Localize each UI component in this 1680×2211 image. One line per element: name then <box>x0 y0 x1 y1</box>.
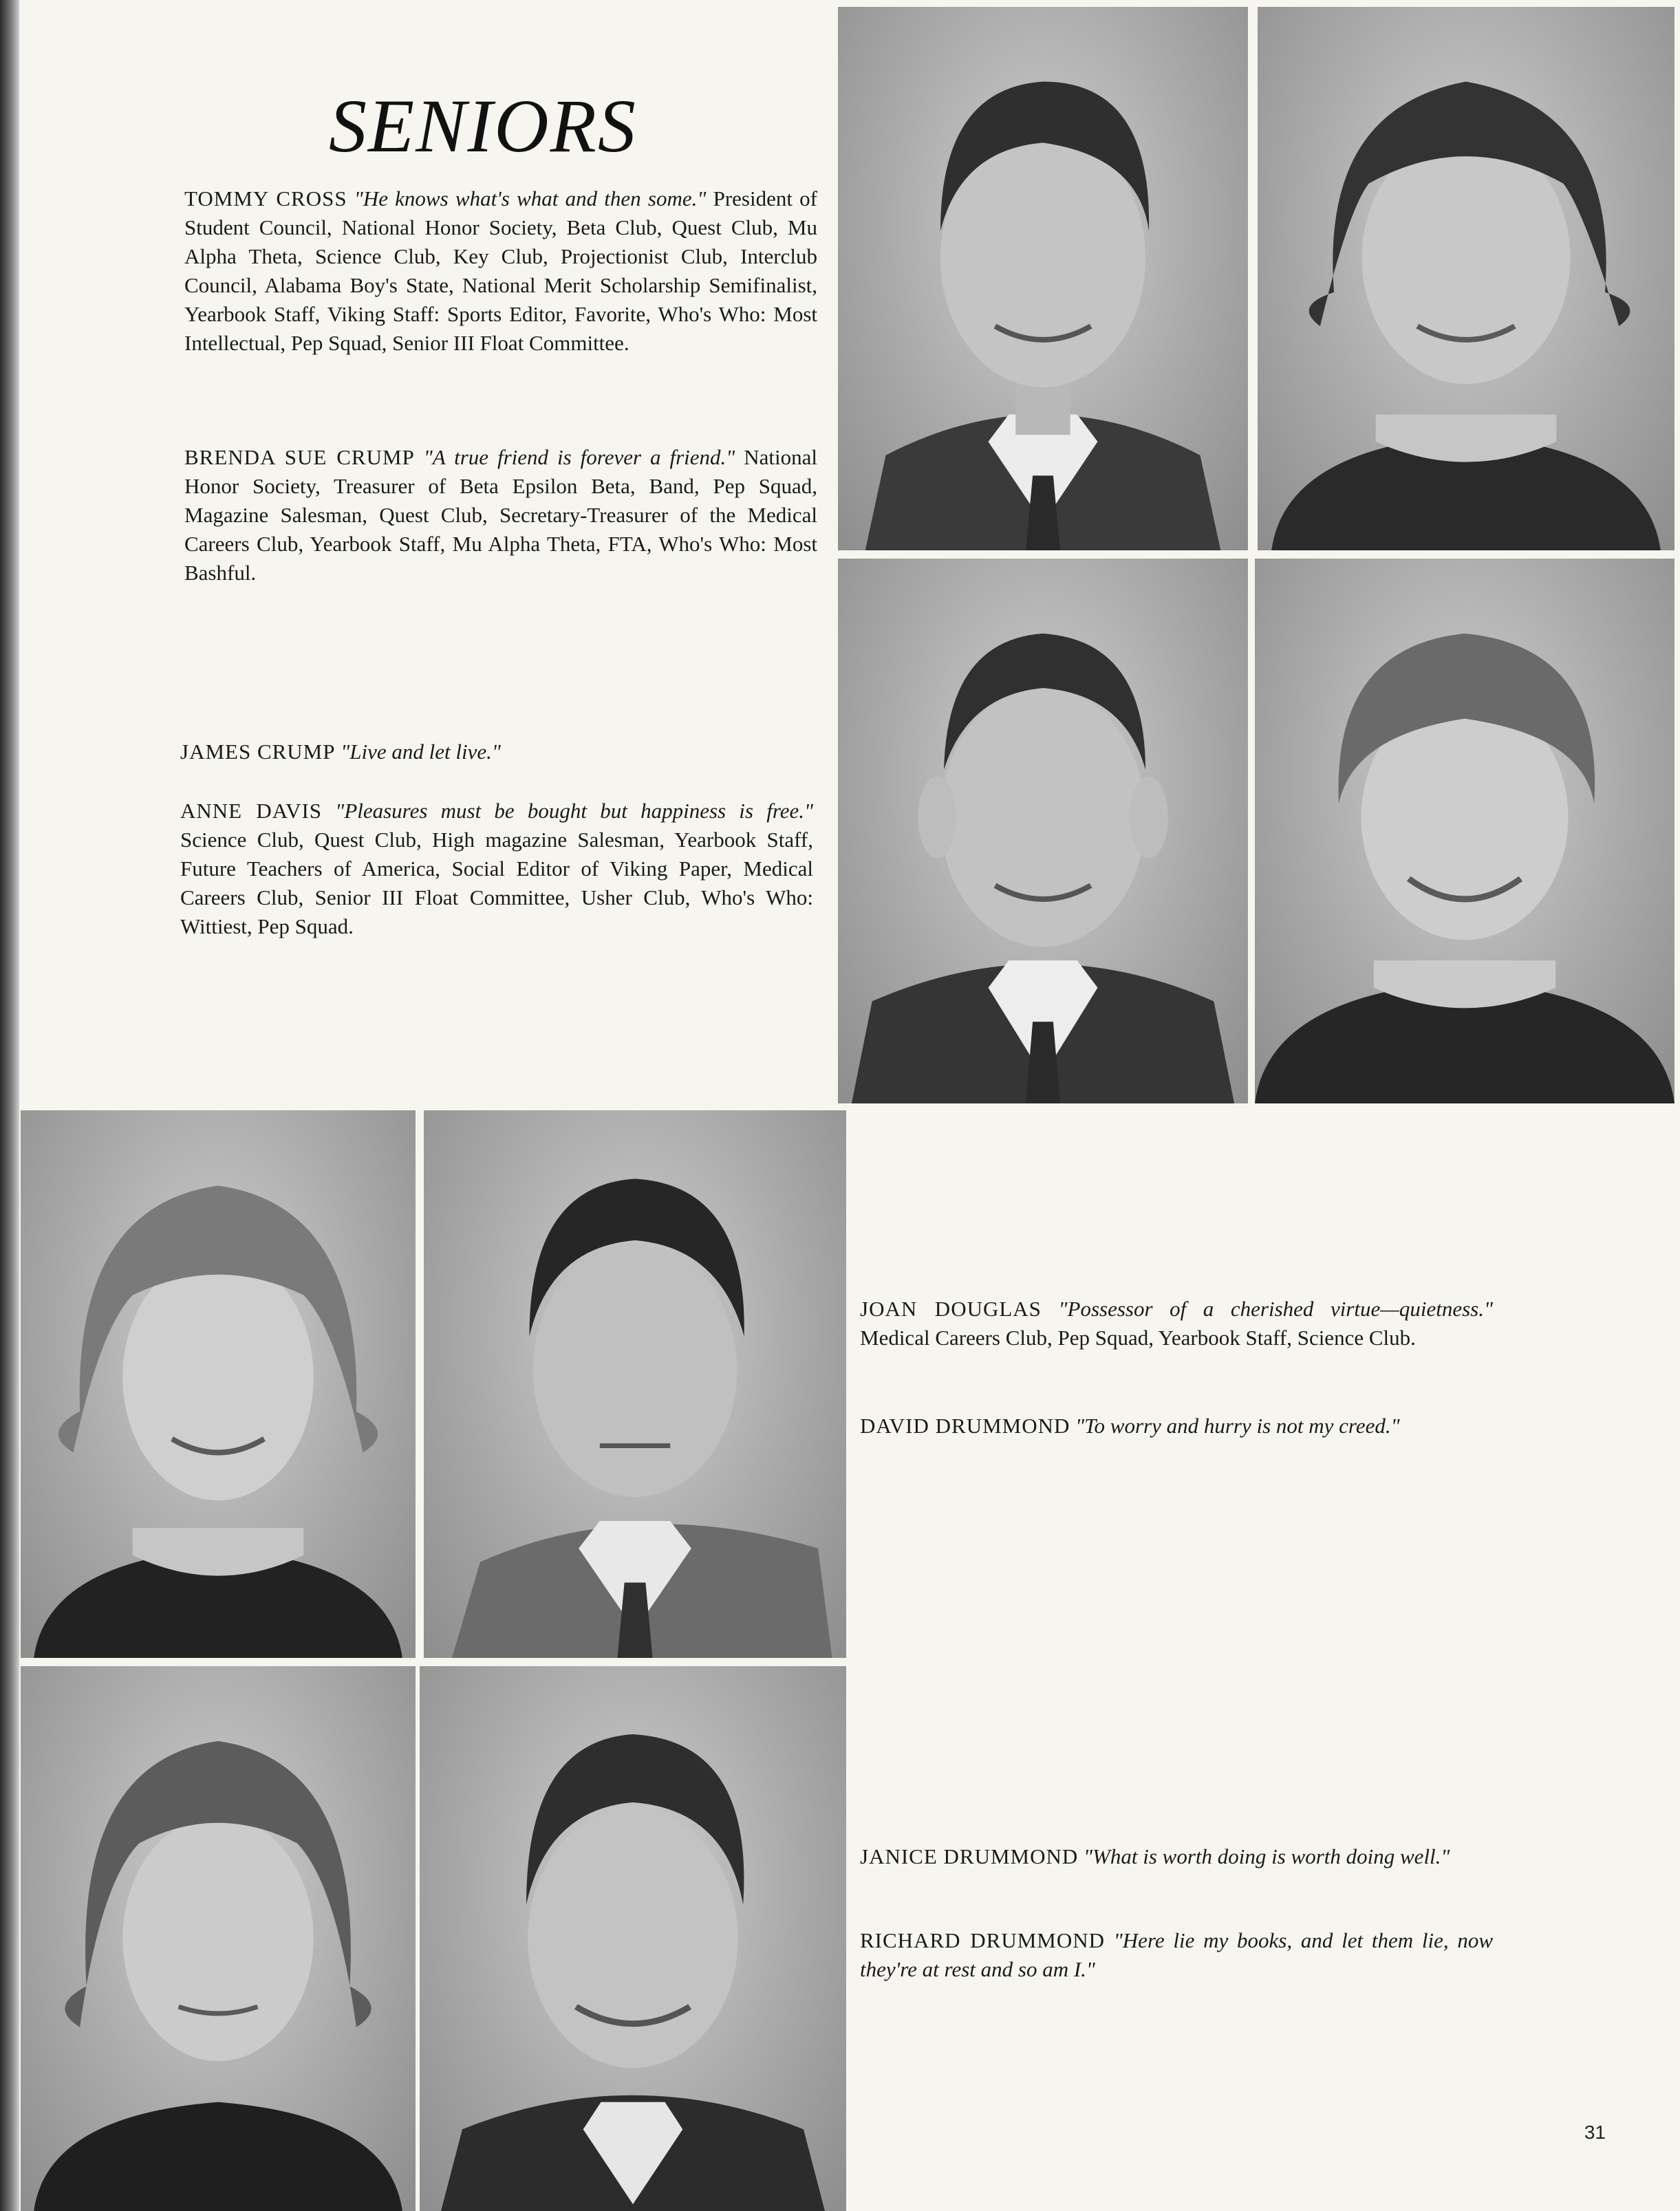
book-binding-edge <box>0 0 19 2211</box>
senior-name: BRENDA SUE CRUMP <box>184 445 415 469</box>
senior-bio-brenda-sue-crump <box>184 443 817 587</box>
portrait-photo-anne-davis <box>1255 559 1674 1103</box>
page-title: SENIORS <box>329 84 637 168</box>
senior-bio-tommy-cross <box>184 184 817 358</box>
senior-quote: "A true friend is forever a friend." <box>423 445 735 469</box>
portrait-photo-james-crump <box>838 559 1248 1103</box>
senior-name: DAVID DRUMMOND <box>860 1414 1070 1438</box>
portrait-photo-david-drummond <box>424 1110 846 1658</box>
portrait-photo-richard-drummond <box>420 1666 846 2211</box>
senior-bio-janice-drummond <box>860 1842 1493 1871</box>
senior-quote: "Live and let live." <box>341 740 501 764</box>
portrait-photo-joan-douglas <box>21 1110 416 1658</box>
senior-quote: "Pleasures must be bought but happiness is free." <box>335 799 814 823</box>
senior-bio-james-crump <box>180 737 813 766</box>
portrait-photo-brenda-sue-crump <box>1258 7 1674 550</box>
senior-name: TOMMY CROSS <box>184 186 347 211</box>
senior-bio-joan-douglas <box>860 1295 1493 1352</box>
senior-activities: Science Club, Quest Club, High magazine Salesman, Yearbook Staff, Future Teachers of America, Social Editor of Viking Paper, Medical Careers Club, Senior III Float Committee, Usher Club, Who's Who: Wittiest, Pep Squad. <box>180 828 813 938</box>
senior-activities: Medical Careers Club, Pep Squad, Yearbook Staff, Science Club. <box>860 1326 1416 1350</box>
page-number: 31 <box>1584 2122 1606 2143</box>
senior-quote: "Here lie my books, and let them lie, now they're at rest and so am I." <box>860 1928 1494 1981</box>
senior-bio-david-drummond <box>860 1412 1493 1441</box>
portrait-photo-tommy-cross <box>838 7 1248 550</box>
senior-name: JANICE DRUMMOND <box>860 1844 1079 1868</box>
senior-bio-anne-davis <box>180 797 813 941</box>
senior-quote: "He knows what's what and then some." <box>354 186 707 211</box>
senior-name: ANNE DAVIS <box>180 799 323 823</box>
senior-name: RICHARD DRUMMOND <box>860 1928 1106 1952</box>
senior-name: JAMES CRUMP <box>180 740 336 764</box>
senior-name: JOAN DOUGLAS <box>860 1297 1042 1321</box>
portrait-photo-janice-drummond <box>21 1666 416 2211</box>
senior-bio-richard-drummond <box>860 1926 1493 1984</box>
senior-activities: President of Student Council, National Honor Society, Beta Club, Quest Club, Mu Alpha Theta, Science Club, Key Club, Projectionist Club, Interclub Council, Alabama Boy's State, National Merit Scholarship Semifinalist, Yearbook Staff, Viking Staff: Sports Editor, Favorite, Who's Who: Most Intellectual, Pep Squad, Senior III Float Committee. <box>184 186 818 355</box>
senior-quote: "What is worth doing is worth doing well." <box>1084 1844 1450 1868</box>
senior-quote: "Possessor of a cherished virtue—quietness." <box>1058 1297 1493 1321</box>
senior-quote: "To worry and hurry is not my creed." <box>1075 1414 1400 1438</box>
yearbook-page <box>19 0 1680 2211</box>
senior-activities: National Honor Society, Treasurer of Beta Epsilon Beta, Band, Pep Squad, Magazine Salesman, Quest Club, Secretary-Treasurer of the Medical Careers Club, Yearbook Staff, Mu Alpha Theta, FTA, Who's Who: Most Bashful. <box>184 445 817 585</box>
